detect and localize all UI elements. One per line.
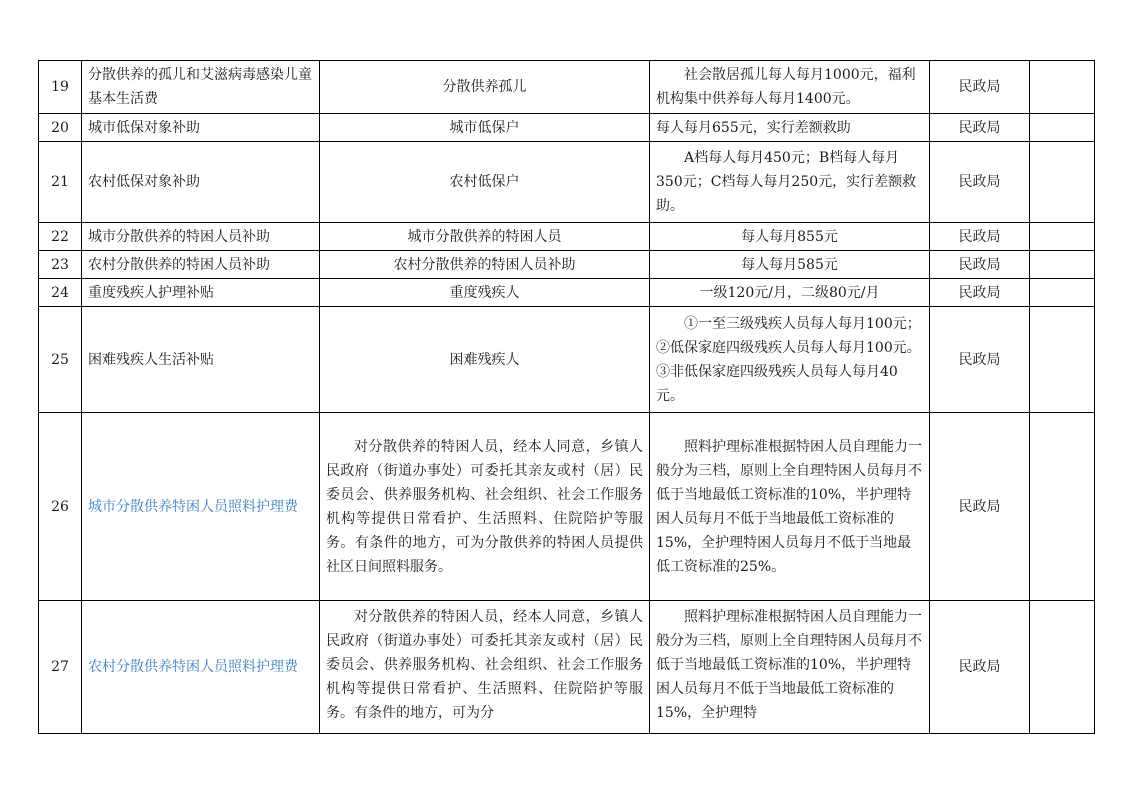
target-group: 对分散供养的特困人员，经本人同意，乡镇人民政府（街道办事处）可委托其亲友或村（居）民委员会、供养服务机构、社会组织、社会工作服务机构等提供日常看护、生活照料、住院陪护等服务。有条件的地方，可为分散供养的特困人员提供社区日间照料服务。	[320, 413, 650, 601]
table-row	[39, 251, 1095, 279]
row-number: 27	[39, 601, 82, 734]
subsidy-standard: 每人每月655元，实行差额救助	[650, 114, 930, 142]
subsidy-standard: 照料护理标准根据特困人员自理能力一般分为三档，原则上全自理特困人员每月不低于当地最低工资标准的10%，半护理特困人员每月不低于当地最低工资标准的15%，全护理特困人员每月不低于当地最低工资标准的25%。	[650, 413, 930, 601]
department: 民政局	[930, 307, 1030, 413]
table-row	[39, 601, 1095, 734]
subsidy-standard	[650, 601, 930, 734]
row-number: 20	[39, 114, 82, 142]
target-group: 困难残疾人	[320, 307, 650, 413]
department: 民政局	[930, 223, 1030, 251]
subsidy-standard: A档每人每月450元；B档每人每月350元；C档每人每月250元，实行差额救助。	[650, 142, 930, 223]
subsidy-standard: 一级120元/月，二级80元/月	[650, 279, 930, 307]
remarks	[1030, 61, 1095, 114]
remarks	[1030, 142, 1095, 223]
department: 民政局	[930, 413, 1030, 601]
item-name: 城市低保对象补助	[82, 114, 320, 142]
remarks	[1030, 601, 1095, 734]
subsidy-standard: 社会散居孤儿每人每月1000元，福利机构集中供养每人每月1400元。	[650, 61, 930, 114]
target-group: 农村分散供养的特困人员补助	[320, 251, 650, 279]
item-name: 农村低保对象补助	[82, 142, 320, 223]
target-group: 重度残疾人	[320, 279, 650, 307]
row-number: 19	[39, 61, 82, 114]
subsidy-standard-text: 照料护理标准根据特困人员自理能力一般分为三档，原则上全自理特困人员每月不低于当地最低工资标准的10%，半护理特困人员每月不低于当地最低工资标准的15%，全护理特	[656, 609, 922, 721]
department: 民政局	[930, 251, 1030, 279]
table-row	[39, 413, 1095, 601]
item-name: 困难残疾人生活补贴	[82, 307, 320, 413]
remarks	[1030, 251, 1095, 279]
remarks	[1030, 223, 1095, 251]
department: 民政局	[930, 61, 1030, 114]
row-number: 24	[39, 279, 82, 307]
subsidy-standard: 每人每月855元	[650, 223, 930, 251]
item-name: 城市分散供养的特困人员补助	[82, 223, 320, 251]
target-group: 农村低保户	[320, 142, 650, 223]
department: 民政局	[930, 114, 1030, 142]
department: 民政局	[930, 601, 1030, 734]
item-name: 农村分散供养的特困人员补助	[82, 251, 320, 279]
row-number: 22	[39, 223, 82, 251]
remarks	[1030, 114, 1095, 142]
table-row	[39, 307, 1095, 413]
table-row	[39, 223, 1095, 251]
table-row	[39, 142, 1095, 223]
benefits-table	[38, 60, 1095, 734]
target-group	[320, 601, 650, 734]
subsidy-standard: 每人每月585元	[650, 251, 930, 279]
target-group: 城市分散供养的特困人员	[320, 223, 650, 251]
row-number: 21	[39, 142, 82, 223]
remarks	[1030, 279, 1095, 307]
item-name: 重度残疾人护理补贴	[82, 279, 320, 307]
table-row	[39, 279, 1095, 307]
target-group: 城市低保户	[320, 114, 650, 142]
row-number: 23	[39, 251, 82, 279]
row-number: 26	[39, 413, 82, 601]
department: 民政局	[930, 142, 1030, 223]
row-number: 25	[39, 307, 82, 413]
target-group-text: 对分散供养的特困人员，经本人同意，乡镇人民政府（街道办事处）可委托其亲友或村（居）民委员会、供养服务机构、社会组织、社会工作服务机构等提供日常看护、生活照料、住院陪护等服务。有条件的地方，可为分	[326, 609, 643, 721]
table-row	[39, 114, 1095, 142]
target-group: 分散供养孤儿	[320, 61, 650, 114]
table-row	[39, 61, 1095, 114]
department: 民政局	[930, 279, 1030, 307]
item-name: 分散供养的孤儿和艾滋病毒感染儿童基本生活费	[82, 61, 320, 114]
item-name-link[interactable]: 农村分散供养特困人员照料护理费	[82, 601, 320, 734]
remarks	[1030, 413, 1095, 601]
remarks	[1030, 307, 1095, 413]
subsidy-standard: ①一至三级残疾人员每人每月100元；②低保家庭四级残疾人员每人每月100元。③非低保家庭四级残疾人员每人每月40元。	[650, 307, 930, 413]
item-name-link[interactable]: 城市分散供养特困人员照料护理费	[82, 413, 320, 601]
